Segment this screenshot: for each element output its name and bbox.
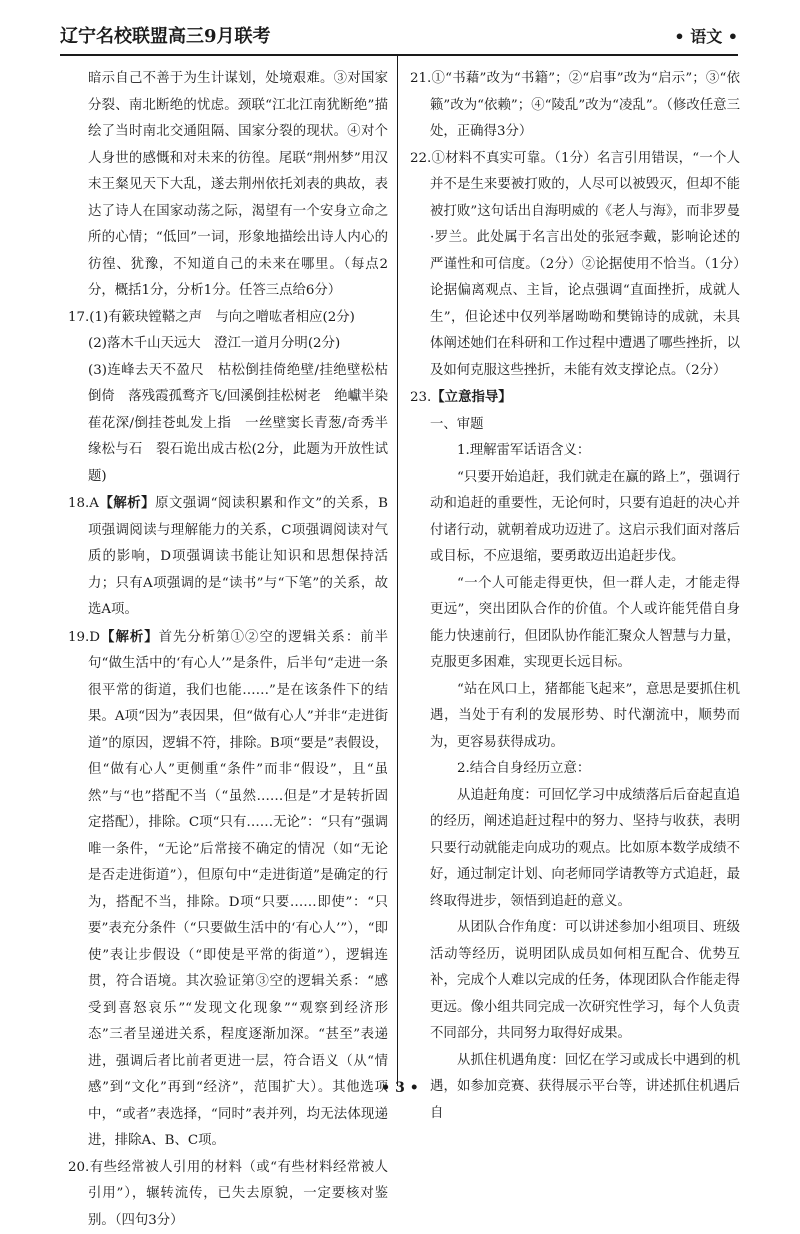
answer-17 xyxy=(68,305,388,332)
question-number: 18. xyxy=(68,496,89,511)
answer-17-2: (2)落木千山天远大 澄江一道月分明(2分) xyxy=(68,331,388,358)
paragraph: 从团队合作角度：可以讲述参加小组项目、班级活动等经历，说明团队成员如何相互配合、优势互补，完成个人难以完成的任务，体现团队合作能走得更远。像小组共同完成一次研究性学习，每个人负责不同部分，共同努力取得好成果。 xyxy=(410,915,740,1048)
page-number: • 3 • xyxy=(0,1080,800,1096)
answer-19 xyxy=(68,624,388,1155)
answer-23-heading xyxy=(410,384,740,412)
analysis-text: 首先分析第①②空的逻辑关系：前半句“做生活中的‘有心人’”是条件，后半句“走进一条很平常的街道，我们也能……”是在该条件下的结果。A项“因为”表因果，但“做有心人”并非“走进街道”的原因，逻辑不符，排除。B项“要是”表假设，但“做有心人”更侧重“条件”而非“假设”，且“虽然”与“也”搭配不当（“虽然……但是”才是转折固定搭配），排除。C项“只有……无论”：“只有”强调唯一条件，“无论”后常接不确定的情况（如“无论是否走进街道”），但原句中“走进街道”是确定的行为，搭配不当，排除。D项“只要……即使”：“只要”表充分条件（“只要做生活中的‘有心人’”），“即使”表让步假设（“即使是平常的街道”），逻辑连贯，符合语境。其次验证第③空的逻辑关系：“感受到喜怒哀乐”“发现文化现象”“观察到经济形态”三者呈递进关系，程度逐渐加深。“甚至”表递进，强调后者比前者更进一层，符合语义（从“情感”到“文化”再到“经济”，范围扩大）。其他选项中，“或者”表选择，“同时”表并列，均无法体现递进，排除A、B、C项。 xyxy=(88,630,388,1149)
answer-17-1: (1)有簌玦镗鞳之声 与向之噌吰者相应(2分) xyxy=(89,310,355,325)
answer-text: 有些经常被人引用的材料（或“有些材料经常被人引用”），辗转流传，已失去原貌，一定要核对鉴别。（四句3分） xyxy=(88,1160,388,1228)
answer-letter: A xyxy=(89,496,99,511)
exam-title: 辽宁名校联盟高三9月联考 xyxy=(60,22,271,48)
page-header xyxy=(60,16,738,56)
sub-heading: 1.理解雷军话语含义： xyxy=(410,438,740,465)
answer-letter: D xyxy=(89,630,100,645)
answer-text: ①“书藉”改为“书籍”；②“启事”改为“启示”；③“依籁”改为“依赖”；④“陵乱”改为“凌乱”。（修改任意三处，正确得3分） xyxy=(430,71,740,139)
right-column xyxy=(410,66,740,1127)
answer-text: ①材料不真实可靠。（1分）名言引用错误，“一个人并不是生来要被打败的，人尽可以被毁灭，但却不能被打败”这句话出自海明威的《老人与海》，而非罗曼·罗兰。此处属于名言出处的张冠李戴，影响论述的严谨性和可信度。（2分）②论据使用不恰当。（1分）论据偏离观点、主旨，论点强调“直面挫折，成就人生”，但论述中仅列举屠呦呦和樊锦诗的成就，未具体阐述她们在科研和工作过程中遭遇了哪些挫折，以及如何克服这些挫折，未能有效支撑论点。（2分） xyxy=(430,151,740,378)
paragraph: “一个人可能走得更快，但一群人走，才能走得更远”，突出团队合作的价值。个人或许能凭借自身能力快速前行，但团队协作能汇聚众人智慧与力量，克服更多困难，实现更长远目标。 xyxy=(410,571,740,677)
answer-22 xyxy=(410,146,740,385)
answer-21 xyxy=(410,66,740,146)
question-number: 22. xyxy=(410,151,431,166)
answer-16-continued: 暗示自己不善于为生计谋划，处境艰难。③对国家分裂、南北断绝的忧虑。颈联“江北江南犹断绝”描绘了当时南北交通阻隔、国家分裂的现状。④对个人身世的感慨和对未来的彷徨。尾联“荆州梦”用汉末王粲见天下大乱，遂去荆州依托刘表的典故，表达了诗人在国家动荡之际，渴望有一个安身立命之所的心情；“低回”一词，形象地描绘出诗人内心的彷徨、犹豫，不知道自己的未来在哪里。（每点2分，概括1分，分析1分。任答三点给6分） xyxy=(68,66,388,305)
paragraph: “只要开始追赶，我们就走在赢的路上”，强调行动和追赶的重要性，无论何时，只要有追赶的决心并付诸行动，就朝着成功迈进了。这启示我们面对落后或目标，不应退缩，要勇敢迈出追赶步伐。 xyxy=(410,465,740,571)
question-number: 21. xyxy=(410,71,431,86)
answer-20 xyxy=(68,1155,388,1234)
subject-label: • 语文 • xyxy=(674,24,738,47)
analysis-tag: 【解析】 xyxy=(99,495,155,511)
analysis-text: 原文强调“阅读积累和作文”的关系，B项强调阅读与理解能力的关系，C项强调阅读对气质的影响，D项强调读书能让知识和思想保持活力；只有A项强调的是“读书”与“下笔”的关系，故选A项。 xyxy=(88,496,388,617)
answer-18 xyxy=(68,490,388,624)
paragraph: 从抓住机遇角度：回忆在学习或成长中遇到的机遇，如参加竞赛、获得展示平台等，讲述抓住机遇后自 xyxy=(410,1048,740,1128)
left-column xyxy=(68,66,388,1234)
question-number: 19. xyxy=(68,630,89,645)
question-number: 23. xyxy=(410,390,431,405)
paragraph: 从追赶角度：可回忆学习中成绩落后后奋起直追的经历，阐述追赶过程中的努力、坚持与收获，表明只要行动就能走向成功的观点。比如原本数学成绩不好，通过制定计划、向老师同学请教等方式追赶，最终取得进步，领悟到追赶的意义。 xyxy=(410,783,740,916)
question-number: 17. xyxy=(68,310,89,325)
paragraph: “站在风口上，猪都能飞起来”，意思是要抓住机遇，当处于有利的发展形势、时代潮流中，顺势而为，更容易获得成功。 xyxy=(410,677,740,757)
section-heading: 一、审题 xyxy=(410,412,740,439)
sub-heading: 2.结合自身经历立意： xyxy=(410,756,740,783)
column-divider xyxy=(397,56,398,1086)
guidance-tag: 【立意指导】 xyxy=(431,389,511,405)
analysis-tag: 【解析】 xyxy=(100,629,159,645)
question-number: 20. xyxy=(68,1160,89,1175)
answer-17-3: (3)连峰去天不盈尺 枯松倒挂倚绝壁/挂绝壁松枯倒倚 落残霞孤鹜齐飞/回溪倒挂松树老 绝巘半染萑花深/倒挂苍虬发上指 一丝壁窦长青葱/奇秀半缘松与石 裂石诡出成古松(2分，此题为开放性试题) xyxy=(68,358,388,491)
